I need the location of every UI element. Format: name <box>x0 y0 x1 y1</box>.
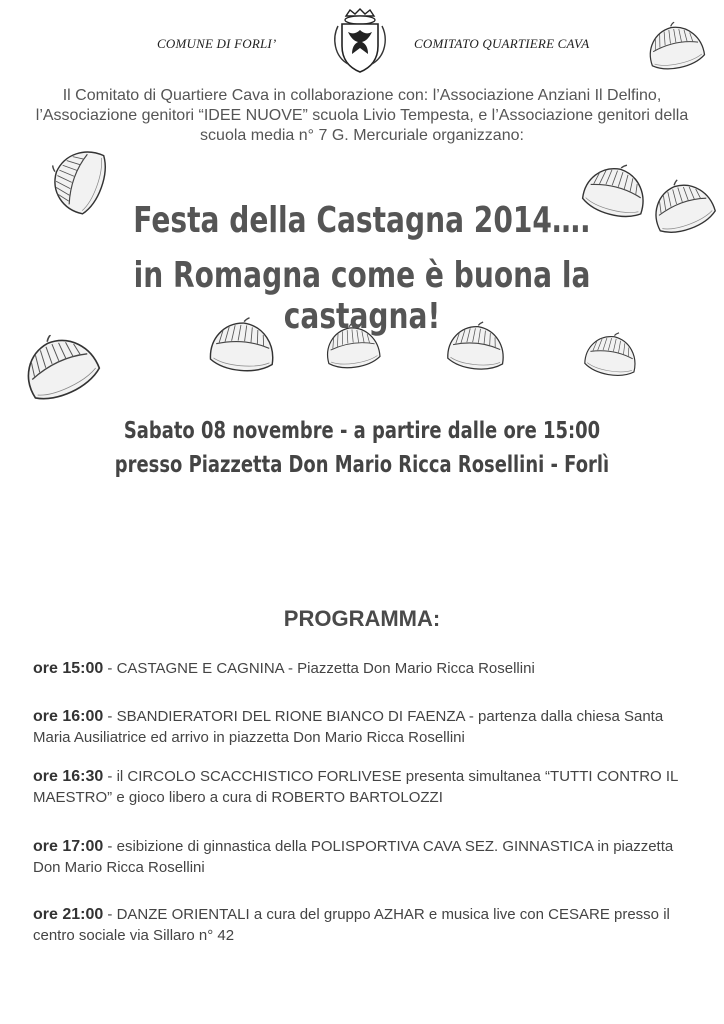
chestnut-icon <box>639 16 710 78</box>
header-comitato: COMITATO QUARTIERE CAVA <box>414 36 590 51</box>
programme-item <box>33 766 693 808</box>
programme-item-time: ore 21:00 <box>33 906 104 923</box>
programme-item-time: ore 16:30 <box>33 768 104 785</box>
programme-item-text: - il CIRCOLO SCACCHISTICO FORLIVESE presenta simultanea “TUTTI CONTRO IL MAESTRO” e gioco libero a cura di ROBERTO BARTOLOZZI <box>33 768 678 806</box>
programma-heading: PROGRAMMA: <box>283 606 441 631</box>
programme-item-time: ore 15:00 <box>33 660 104 677</box>
festival-subtitle: in Romagna come è buona la castagna! <box>133 255 591 337</box>
programme-item <box>33 836 693 878</box>
programme-item <box>33 706 693 748</box>
programme-item <box>33 658 693 679</box>
intro-text: Il Comitato di Quartiere Cava in collaborazione con: l’Associazione Anziani Il Delfino, l’Associazione genitori “IDEE NUOVE” scuola Livio Tempesta, e l’Associazione genitori della scuola media n° 7 G. Mercuriale organizzano: <box>35 87 689 144</box>
programme-item-time: ore 16:00 <box>33 708 104 725</box>
event-location: presso Piazzetta Don Mario Ricca Rosellini - Forlì <box>114 452 610 478</box>
programme-item-text: - SBANDIERATORI DEL RIONE BIANCO DI FAENZA - partenza dalla chiesa Santa Maria Ausiliatrice ed arrivo in piazzetta Don Mario Ricca Rosellini <box>33 708 664 746</box>
festival-title: Festa della Castagna 2014…. <box>133 200 591 241</box>
programme-item-time: ore 17:00 <box>33 838 104 855</box>
programme-item-text: - DANZE ORIENTALI a cura del gruppo AZHAR e musica live con CESARE presso il centro sociale via Sillaro n° 42 <box>33 906 670 944</box>
municipal-crest-icon <box>330 8 390 74</box>
event-date: Sabato 08 novembre - a partire dalle ore 15:00 <box>123 418 601 444</box>
programme-item-text: - esibizione di ginnastica della POLISPORTIVA CAVA SEZ. GINNASTICA in piazzetta Don Mario Ricca Rosellini <box>33 838 674 876</box>
header-comune: COMUNE DI FORLI’ <box>157 36 277 51</box>
programme-item-text: - CASTAGNE E CAGNINA - Piazzetta Don Mario Ricca Rosellini <box>103 660 535 677</box>
programme-item <box>33 904 693 946</box>
